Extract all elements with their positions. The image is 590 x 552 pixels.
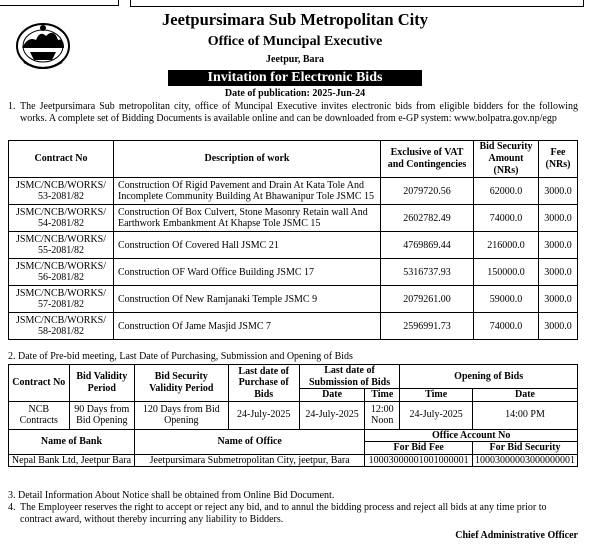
contracts-table xyxy=(8,140,578,340)
section-2-title: 2. Date of Pre-bid meeting, Last Date of Purchasing, Submission and Opening of Bids xyxy=(8,351,353,362)
top-border xyxy=(0,0,590,10)
work-description: Construction OF Ward Office Building JSMC 17 xyxy=(114,259,381,286)
col-description: Description of work xyxy=(114,141,381,178)
fee-amount: 3000.0 xyxy=(539,205,578,232)
vat-amount: 2079720.56 xyxy=(381,178,474,205)
vat-amount: 2602782.49 xyxy=(381,205,474,232)
v-office: Jeetpursimara Submetropolitan City, jeetpur, Bara xyxy=(134,454,364,467)
vat-amount: 5316737.93 xyxy=(381,259,474,286)
office-title: Office of Muncipal Executive xyxy=(207,34,383,49)
fee-amount: 3000.0 xyxy=(539,259,578,286)
security-amount: 74000.0 xyxy=(474,205,539,232)
vat-amount: 2596991.73 xyxy=(381,313,474,340)
contract-no: JSMC/NCB/WORKS/ 58-2081/82 xyxy=(9,313,114,340)
h-open-date: Date xyxy=(473,389,578,402)
h-purchase: Last date of Purchase of Bids xyxy=(228,365,299,402)
v-open-time: 24-July-2025 xyxy=(400,401,473,429)
contract-no: JSMC/NCB/WORKS/ 53-2081/82 xyxy=(9,178,114,205)
h-office: Name of Office xyxy=(134,429,364,454)
h-open-time: Time xyxy=(400,389,473,402)
table-row xyxy=(9,178,578,205)
security-amount: 74000.0 xyxy=(474,313,539,340)
v-security-validity: 120 Days from Bid Opening xyxy=(134,401,228,429)
section-4-number: 4. xyxy=(8,502,16,513)
work-description: Construction Of New Ramjanaki Temple JSMC 9 xyxy=(114,286,381,313)
col-contract-no: Contract No xyxy=(9,141,114,178)
security-amount: 216000.0 xyxy=(474,232,539,259)
table-row xyxy=(9,232,578,259)
col-vat: Exclusive of VAT and Contingencies xyxy=(381,141,474,178)
section-4 xyxy=(8,502,578,525)
table-row xyxy=(9,286,578,313)
h-bank: Name of Bank xyxy=(9,429,135,454)
signature: Chief Administrative Officer xyxy=(455,530,578,541)
intro-text: The Jeetpursimara Sub metropolitan city, office of Muncipal Executive invites electronic bids from eligible bidders for the following works. A complete set of Bidding Documents is available online and can be downloaded from e-GP system: www.bolpatra.gov.np/egp xyxy=(20,101,578,124)
h-account: Office Account No xyxy=(365,429,578,442)
v-security-account: 10003000003000000001 xyxy=(473,454,578,467)
section-3: 3. Detail Information About Notice shall be obtained from Online Bid Document. xyxy=(8,490,335,501)
security-amount: 59000.0 xyxy=(474,286,539,313)
h-security-validity: Bid Security Validity Period xyxy=(134,365,228,402)
bid-dates-table xyxy=(8,364,578,467)
contract-no: JSMC/NCB/WORKS/ 54-2081/82 xyxy=(9,205,114,232)
v-bank: Nepal Bank Ltd, Jeetpur Bara xyxy=(9,454,135,467)
h-submission: Last date of Submission of Bids xyxy=(299,365,399,389)
table-row xyxy=(9,313,578,340)
publication-date: Date of publication: 2025-Jun-24 xyxy=(224,88,366,99)
fee-amount: 3000.0 xyxy=(539,286,578,313)
security-amount: 150000.0 xyxy=(474,259,539,286)
h-sub-time: Time xyxy=(365,389,400,402)
city-title: Jeetpursimara Sub Metropolitan City xyxy=(162,10,428,29)
intro-number: 1. xyxy=(8,101,16,112)
contract-no: JSMC/NCB/WORKS/ 55-2081/82 xyxy=(9,232,114,259)
h-bid-security: For Bid Security xyxy=(473,442,578,455)
v-open-date: 14:00 PM xyxy=(473,401,578,429)
h-sub-date: Date xyxy=(299,389,365,402)
v-fee-account: 10003000001001000001 xyxy=(365,454,473,467)
work-description: Construction Of Rigid Pavement and Drain At Kata Tole And Incomplete Community Building At Bhawanipur Tole JSMC 15 xyxy=(114,178,381,205)
vat-amount: 4769869.44 xyxy=(381,232,474,259)
v-sub-date: 24-July-2025 xyxy=(299,401,365,429)
fee-amount: 3000.0 xyxy=(539,232,578,259)
table-row xyxy=(9,259,578,286)
section-4-text: The Employeer reserves the right to accept or reject any bid, and to annul the bidding process and reject all bids at any time prior to contract award, without thereby incurring any liability to Bidders. xyxy=(20,502,547,525)
work-description: Construction Of Jame Masjid JSMC 7 xyxy=(114,313,381,340)
notice-banner: Invitation for Electronic Bids xyxy=(168,70,422,86)
work-description: Construction Of Box Culvert, Stone Masonry Retain wall And Earthwork Embankment At Khapse Tole JSMC 15 xyxy=(114,205,381,232)
v-contract: NCB Contracts xyxy=(9,401,70,429)
col-bid-security: Bid Security Amount (NRs) xyxy=(474,141,539,178)
v-validity: 90 Days from Bid Opening xyxy=(69,401,134,429)
vat-amount: 2079261.00 xyxy=(381,286,474,313)
office-location: Jeetpur, Bara xyxy=(266,54,324,65)
table-row xyxy=(9,205,578,232)
work-description: Construction Of Covered Hall JSMC 21 xyxy=(114,232,381,259)
contract-no: JSMC/NCB/WORKS/ 57-2081/82 xyxy=(9,286,114,313)
h-contract: Contract No xyxy=(9,365,70,402)
h-opening: Opening of Bids xyxy=(400,365,578,389)
v-sub-time: 12:00 Noon xyxy=(365,401,400,429)
fee-amount: 3000.0 xyxy=(539,313,578,340)
fee-amount: 3000.0 xyxy=(539,178,578,205)
h-bid-fee: For Bid Fee xyxy=(365,442,473,455)
intro-paragraph xyxy=(8,101,578,124)
v-purchase: 24-July-2025 xyxy=(228,401,299,429)
contract-no: JSMC/NCB/WORKS/ 56-2081/82 xyxy=(9,259,114,286)
h-validity: Bid Validity Period xyxy=(69,365,134,402)
col-fee: Fee (NRs) xyxy=(539,141,578,178)
security-amount: 62000.0 xyxy=(474,178,539,205)
